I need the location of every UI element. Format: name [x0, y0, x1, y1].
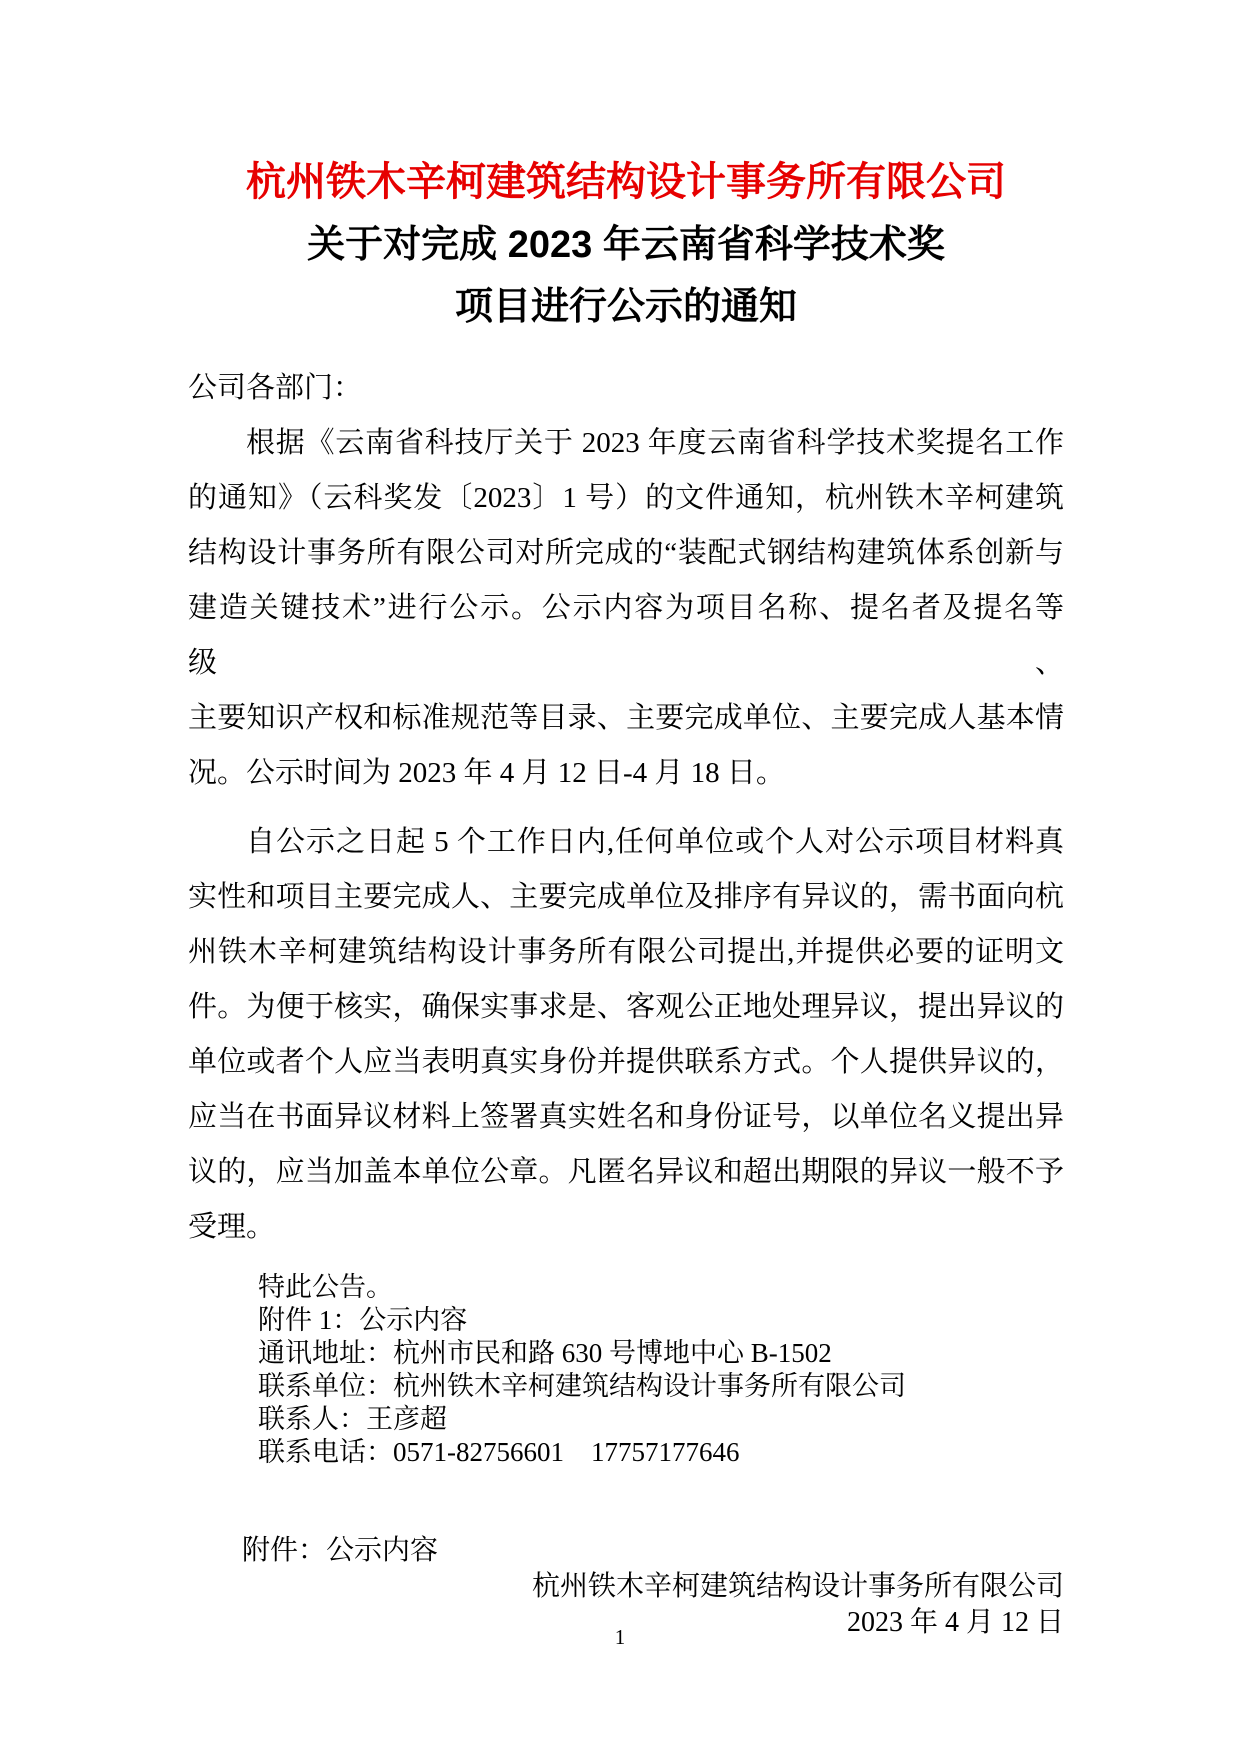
text-line: 主要知识产权和标准规范等目录、主要完成单位、主要完成人基本情: [188, 702, 1064, 734]
contact-notes-block: [188, 1271, 1064, 1469]
page-number: 1: [614, 1625, 626, 1649]
attachment-line: 附件：公示内容: [242, 1535, 439, 1566]
text-line: 联系单位：杭州铁木辛柯建筑结构设计事务所有限公司: [258, 1371, 906, 1401]
text-line: 州铁木辛柯建筑结构设计事务所有限公司提出,并提供必要的证明文: [188, 936, 1064, 968]
text-line: 件。为便于核实，确保实事求是、客观公正地处理异议，提出异议的: [188, 991, 1064, 1023]
text-line: 通讯地址：杭州市民和路 630 号博地中心 B-1502: [258, 1338, 832, 1368]
text-line: 实性和项目主要完成人、主要完成单位及排序有异议的，需书面向杭: [188, 881, 1064, 913]
signature-date: 2023 年 4 月 12 日: [846, 1607, 1064, 1638]
text-line: 联系人：王彦超: [258, 1404, 447, 1434]
text-line: 受理。: [188, 1211, 276, 1243]
text-line: 议的，应当加盖本单位公章。凡匿名异议和超出期限的异议一般不予: [188, 1156, 1064, 1188]
text-line: 自公示之日起 5 个工作日内,任何单位或个人对公示项目材料真: [246, 826, 1064, 858]
text-line: 根据《云南省科技厅关于 2023 年度云南省科学技术奖提名工作: [246, 427, 1064, 459]
document-title-line-1: 关于对完成 2023 年云南省科学技术奖: [307, 224, 945, 266]
text-line: 结构设计事务所有限公司对所完成的“装配式钢结构建筑体系创新与: [188, 537, 1064, 569]
company-title: 杭州铁木辛柯建筑结构设计事务所有限公司: [246, 160, 1006, 204]
text-line: 联系电话：0571-82756601 17757177646: [258, 1437, 740, 1467]
signature-company: 杭州铁木辛柯建筑结构设计事务所有限公司: [531, 1571, 1064, 1602]
text-line: 况。公示时间为 2023 年 4 月 12 日-4 月 18 日。: [188, 757, 785, 789]
paragraph-1: [188, 416, 1064, 801]
text-line: 单位或者个人应当表明真实身份并提供联系方式。个人提供异议的，: [188, 1046, 1064, 1078]
salutation: 公司各部门：: [188, 372, 363, 404]
text-line: 特此公告。: [258, 1272, 393, 1302]
document-title-line-2: 项目进行公示的通知: [454, 286, 797, 328]
text-line: 的通知》（云科奖发〔2023〕1 号）的文件通知，杭州铁木辛柯建筑: [188, 482, 1064, 514]
text-line: 附件 1：公示内容: [258, 1305, 468, 1335]
document-title: [188, 214, 1064, 338]
text-line: 应当在书面异议材料上签署真实姓名和身份证号，以单位名义提出异: [188, 1101, 1064, 1133]
text-line: 建造关键技术”进行公示。公示内容为项目名称、提名者及提名等级、: [188, 592, 1064, 679]
paragraph-2: [188, 815, 1064, 1255]
